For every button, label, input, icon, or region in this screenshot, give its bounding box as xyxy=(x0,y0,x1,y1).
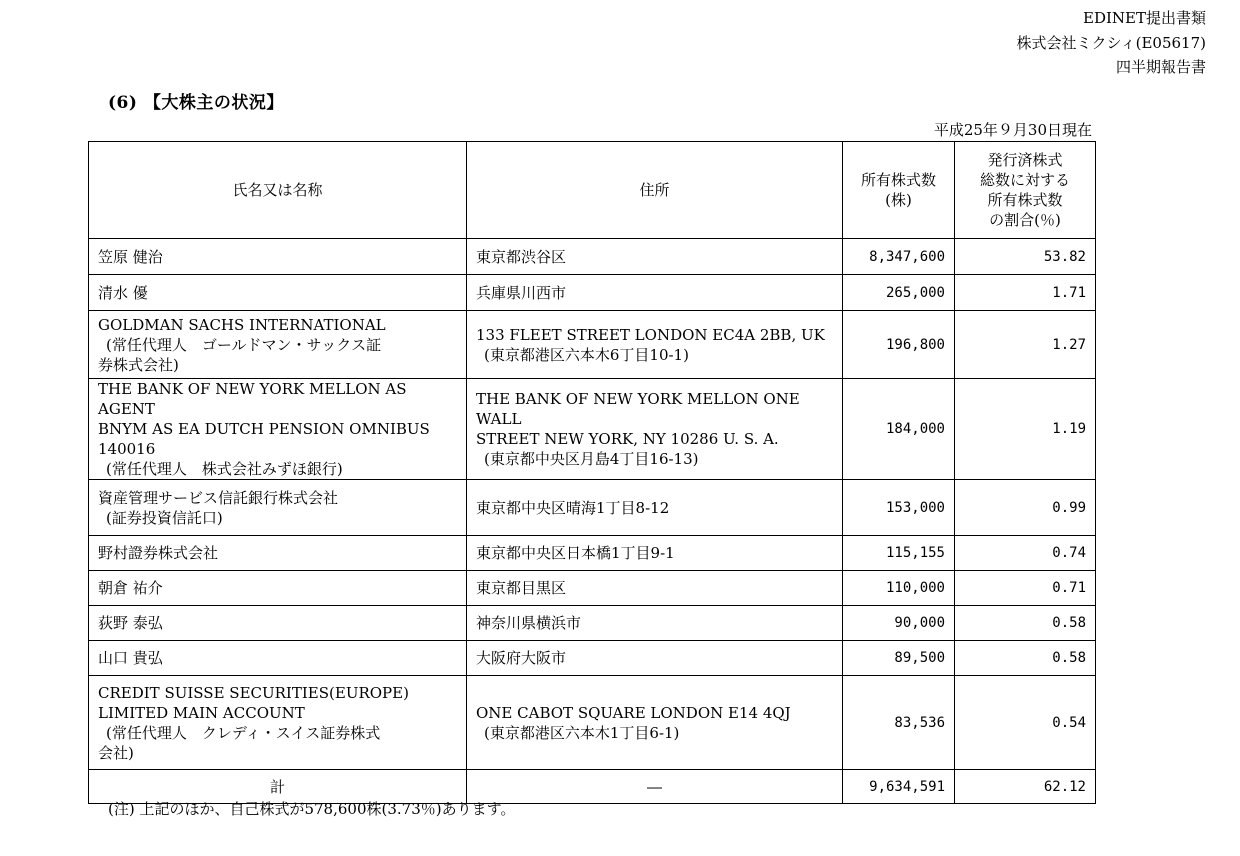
footnote: (注) 上記のほか、自己株式が578,600株(3.73％)あります。 xyxy=(108,800,516,818)
table-row xyxy=(89,275,1096,311)
cell-name: GOLDMAN SACHS INTERNATIONAL (常任代理人 ゴールドマン・サックス証 券株式会社) xyxy=(89,311,467,379)
table-header-row xyxy=(89,142,1096,239)
header-ratio: 発行済株式 総数に対する 所有株式数 の割合(％) xyxy=(955,142,1096,239)
table-row xyxy=(89,311,1096,379)
cell-shares: 90,000 xyxy=(843,606,955,641)
cell-name: 荻野 泰弘 xyxy=(89,606,467,641)
cell-address: 兵庫県川西市 xyxy=(467,275,843,311)
cell-shares: 89,500 xyxy=(843,641,955,676)
cell-address: 東京都渋谷区 xyxy=(467,239,843,275)
cell-name: 笠原 健治 xyxy=(89,239,467,275)
cell-ratio: 0.74 xyxy=(955,536,1096,571)
cell-ratio: 0.71 xyxy=(955,571,1096,606)
cell-address: 東京都目黒区 xyxy=(467,571,843,606)
table-row xyxy=(89,536,1096,571)
total-shares: 9,634,591 xyxy=(843,770,955,804)
cell-ratio: 53.82 xyxy=(955,239,1096,275)
cell-address: 133 FLEET STREET LONDON EC4A 2BB, UK (東京都港区六本木6丁目10-1) xyxy=(467,311,843,379)
cell-ratio: 1.27 xyxy=(955,311,1096,379)
header-address: 住所 xyxy=(467,142,843,239)
cell-shares: 110,000 xyxy=(843,571,955,606)
cell-name: CREDIT SUISSE SECURITIES(EUROPE) LIMITED MAIN ACCOUNT (常任代理人 クレディ・スイス証券株式 会社) xyxy=(89,676,467,770)
cell-ratio: 1.71 xyxy=(955,275,1096,311)
cell-shares: 115,155 xyxy=(843,536,955,571)
total-address: ― xyxy=(467,770,843,804)
document-header xyxy=(1017,6,1206,80)
cell-address: 大阪府大阪市 xyxy=(467,641,843,676)
header-shares: 所有株式数 (株) xyxy=(843,142,955,239)
cell-address: 神奈川県横浜市 xyxy=(467,606,843,641)
cell-name: 清水 優 xyxy=(89,275,467,311)
cell-name: 野村證券株式会社 xyxy=(89,536,467,571)
cell-name: THE BANK OF NEW YORK MELLON AS AGENT BNYM AS EA DUTCH PENSION OMNIBUS 140016 (常任代理人 株式会社みずほ銀行) xyxy=(89,379,467,480)
cell-ratio: 0.58 xyxy=(955,606,1096,641)
table-row xyxy=(89,641,1096,676)
table-row xyxy=(89,379,1096,480)
header-filing-type: EDINET提出書類 xyxy=(1083,9,1206,27)
cell-shares: 196,800 xyxy=(843,311,955,379)
cell-name: 朝倉 祐介 xyxy=(89,571,467,606)
table-row xyxy=(89,239,1096,275)
cell-shares: 83,536 xyxy=(843,676,955,770)
header-company: 株式会社ミクシィ(E05617) xyxy=(1016,33,1206,52)
cell-address: THE BANK OF NEW YORK MELLON ONE WALL STREET NEW YORK, NY 10286 U. S. A. (東京都中央区月島4丁目16-13) xyxy=(467,379,843,480)
cell-shares: 265,000 xyxy=(843,275,955,311)
cell-shares: 153,000 xyxy=(843,480,955,536)
cell-name: 山口 貴弘 xyxy=(89,641,467,676)
cell-shares: 184,000 xyxy=(843,379,955,480)
cell-ratio: 1.19 xyxy=(955,379,1096,480)
cell-address: ONE CABOT SQUARE LONDON E14 4QJ (東京都港区六本木1丁目6-1) xyxy=(467,676,843,770)
cell-ratio: 0.99 xyxy=(955,480,1096,536)
cell-address: 東京都中央区晴海1丁目8-12 xyxy=(467,480,843,536)
table-row xyxy=(89,571,1096,606)
table-row xyxy=(89,676,1096,770)
cell-shares: 8,347,600 xyxy=(843,239,955,275)
total-label: 計 xyxy=(89,770,467,804)
table-row xyxy=(89,606,1096,641)
cell-address: 東京都中央区日本橋1丁目9-1 xyxy=(467,536,843,571)
header-name: 氏名又は名称 xyxy=(89,142,467,239)
total-ratio: 62.12 xyxy=(955,770,1096,804)
major-shareholders-table xyxy=(88,141,1096,804)
section-title: (6) 【大株主の状況】 xyxy=(108,93,284,113)
cell-name: 資産管理サービス信託銀行株式会社 (証券投資信託口) xyxy=(89,480,467,536)
header-report-type: 四半期報告書 xyxy=(1115,58,1206,76)
table-row xyxy=(89,480,1096,536)
as-of-date: 平成25年９月30日現在 xyxy=(933,121,1092,139)
cell-ratio: 0.54 xyxy=(955,676,1096,770)
cell-ratio: 0.58 xyxy=(955,641,1096,676)
